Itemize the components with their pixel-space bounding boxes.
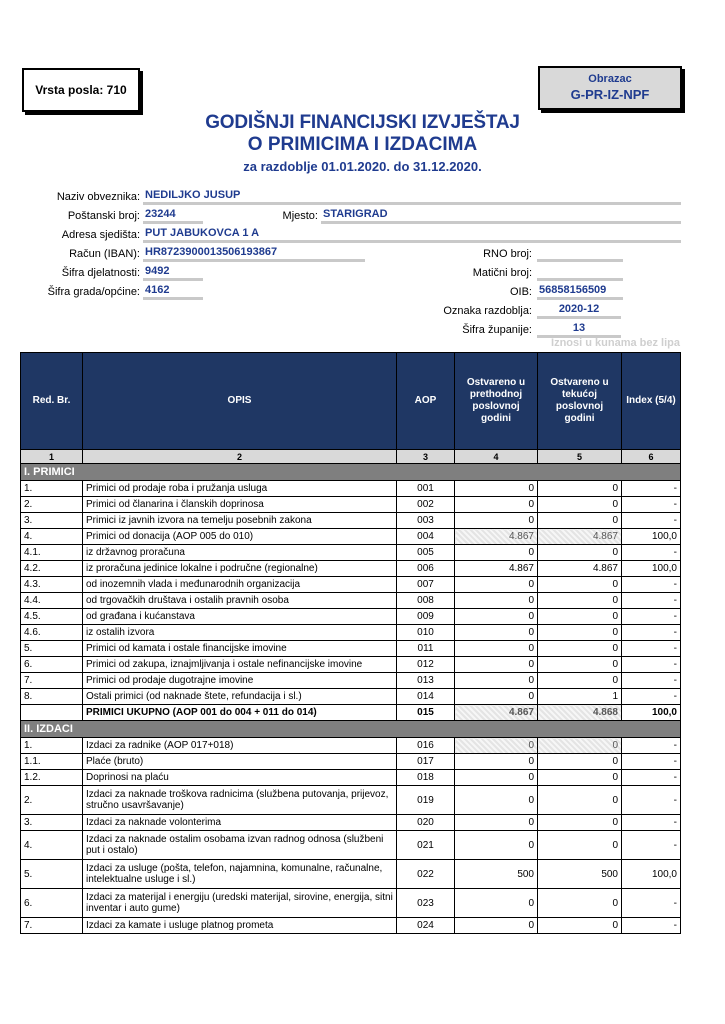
row-index: - (622, 889, 681, 918)
row-aop: 007 (397, 577, 455, 593)
row-prev-value: 0 (455, 577, 538, 593)
row-aop: 017 (397, 754, 455, 770)
section-row-izdaci (21, 721, 681, 738)
row-aop: 011 (397, 641, 455, 657)
row-curr-value: 0 (538, 657, 622, 673)
row-number: 5. (21, 860, 83, 889)
naziv-label: Naziv obveznika: (56, 191, 140, 203)
row-description: Primici od prodaje roba i pružanja usluga (83, 481, 397, 497)
row-aop: 022 (397, 860, 455, 889)
row-index: - (622, 497, 681, 513)
table-row (21, 657, 681, 673)
row-prev-value: 0 (455, 497, 538, 513)
row-prev-value: 0 (455, 770, 538, 786)
row-description: Primici od zakupa, iznajmljivanja i ostale nefinancijske imovine (83, 657, 397, 673)
amounts-note: Iznosi u kunama bez lipa (551, 337, 680, 349)
row-description: od trgovačkih društava i ostalih pravnih osoba (83, 593, 397, 609)
row-aop: 006 (397, 561, 455, 577)
row-index: - (622, 481, 681, 497)
table-header-row (21, 353, 681, 450)
row-description: iz državnog proračuna (83, 545, 397, 561)
row-index: - (622, 770, 681, 786)
adresa-label: Adresa sjedišta: (61, 229, 140, 241)
naziv-value: NEDILJKO JUSUP (143, 188, 681, 205)
row-prev-value: 0 (455, 689, 538, 705)
report-title-line1: GODIŠNJI FINANCIJSKI IZVJEŠTAJ (205, 112, 520, 133)
table-row (21, 860, 681, 889)
mjesto-label: Mjesto: (282, 210, 318, 222)
row-number: 4. (21, 831, 83, 860)
column-number-row (21, 450, 681, 464)
row-index: 100,0 (622, 860, 681, 889)
maticni-label: Matični broj: (472, 267, 532, 279)
row-prev-value: 0 (455, 889, 538, 918)
row-description: od inozemnih vlada i međunarodnih organizacija (83, 577, 397, 593)
row-curr-value: 0 (538, 770, 622, 786)
row-prev-value: 0 (455, 738, 538, 754)
table-row (21, 889, 681, 918)
report-table (20, 352, 681, 934)
row-prev-value: 0 (455, 673, 538, 689)
row-index: - (622, 754, 681, 770)
row-index: - (622, 831, 681, 860)
row-prev-value: 0 (455, 609, 538, 625)
sifra-zupanije-value: 13 (537, 321, 621, 338)
row-description: Primici iz javnih izvora na temelju posebnih zakona (83, 513, 397, 529)
row-description: Ostali primici (od naknade štete, refundacija i sl.) (83, 689, 397, 705)
row-curr-value: 0 (538, 577, 622, 593)
row-curr-value: 0 (538, 815, 622, 831)
row-curr-value: 0 (538, 513, 622, 529)
row-curr-value: 0 (538, 545, 622, 561)
row-curr-value: 0 (538, 481, 622, 497)
row-aop: 012 (397, 657, 455, 673)
header-aop: AOP (397, 353, 455, 450)
row-number: 2. (21, 786, 83, 815)
col-num: 4 (455, 450, 538, 464)
row-description: Plaće (bruto) (83, 754, 397, 770)
row-aop: 018 (397, 770, 455, 786)
row-curr-value: 0 (538, 918, 622, 934)
table-row (21, 561, 681, 577)
table-row (21, 918, 681, 934)
vrsta-posla-box (22, 68, 140, 112)
row-prev-value: 500 (455, 860, 538, 889)
rno-label: RNO broj: (483, 248, 532, 260)
row-aop: 005 (397, 545, 455, 561)
row-aop: 010 (397, 625, 455, 641)
col-num: 6 (622, 450, 681, 464)
col-num: 3 (397, 450, 455, 464)
sifra-grada-label: Šifra grada/općine: (47, 286, 140, 298)
row-number: 7. (21, 918, 83, 934)
report-period: za razdoblje 01.01.2020. do 31.12.2020. (243, 159, 482, 174)
postanski-value: 23244 (143, 207, 203, 224)
row-number: 1. (21, 738, 83, 754)
row-prev-value: 4.867 (455, 561, 538, 577)
row-description: PRIMICI UKUPNO (AOP 001 do 004 + 011 do 014) (83, 705, 397, 721)
row-aop: 009 (397, 609, 455, 625)
table-row (21, 770, 681, 786)
row-number: 4. (21, 529, 83, 545)
row-index: - (622, 593, 681, 609)
row-number: 4.3. (21, 577, 83, 593)
row-index: - (622, 513, 681, 529)
mjesto-value: STARIGRAD (321, 207, 681, 224)
table-row (21, 529, 681, 545)
row-curr-value: 0 (538, 625, 622, 641)
row-curr-value: 4.867 (538, 529, 622, 545)
row-number: 7. (21, 673, 83, 689)
vrsta-posla-text: Vrsta posla: 710 (35, 83, 127, 97)
row-index: - (622, 918, 681, 934)
table-row (21, 738, 681, 754)
table-row (21, 705, 681, 721)
oznaka-razdoblja-value: 2020-12 (537, 302, 621, 319)
oib-value: 56858156509 (537, 283, 623, 300)
table-row (21, 815, 681, 831)
row-description: Izdaci za radnike (AOP 017+018) (83, 738, 397, 754)
oib-label: OIB: (509, 286, 532, 298)
col-num: 2 (83, 450, 397, 464)
row-description: Primici od kamata i ostale financijske imovine (83, 641, 397, 657)
row-number: 6. (21, 889, 83, 918)
row-prev-value: 0 (455, 786, 538, 815)
row-description: Primici od donacija (AOP 005 do 010) (83, 529, 397, 545)
row-index: - (622, 689, 681, 705)
row-number: 8. (21, 689, 83, 705)
row-aop: 015 (397, 705, 455, 721)
row-index: 100,0 (622, 529, 681, 545)
row-description: Doprinosi na plaću (83, 770, 397, 786)
table-row (21, 689, 681, 705)
row-number: 1. (21, 481, 83, 497)
header-index: Index (5/4) (622, 353, 681, 450)
row-aop: 020 (397, 815, 455, 831)
table-row (21, 577, 681, 593)
row-index: 100,0 (622, 561, 681, 577)
sifra-zupanije-label: Šifra županije: (462, 324, 532, 336)
row-number: 4.5. (21, 609, 83, 625)
row-description: Izdaci za naknade volonterima (83, 815, 397, 831)
maticni-value (537, 264, 623, 281)
table-row (21, 593, 681, 609)
row-prev-value: 4.867 (455, 529, 538, 545)
racun-value: HR8723900013506193867 (143, 245, 365, 262)
row-aop: 024 (397, 918, 455, 934)
row-curr-value: 0 (538, 889, 622, 918)
report-title-line2: O PRIMICIMA I IZDACIMA (247, 134, 478, 155)
sifra-grada-value: 4162 (143, 283, 203, 300)
rno-value (537, 245, 623, 262)
table-row (21, 641, 681, 657)
row-curr-value: 0 (538, 641, 622, 657)
row-curr-value: 1 (538, 689, 622, 705)
row-number: 6. (21, 657, 83, 673)
row-number: 4.4. (21, 593, 83, 609)
row-index: - (622, 738, 681, 754)
col-num: 5 (538, 450, 622, 464)
header-opis: OPIS (83, 353, 397, 450)
row-prev-value: 0 (455, 815, 538, 831)
header-red-br: Red. Br. (21, 353, 83, 450)
row-curr-value: 0 (538, 738, 622, 754)
row-prev-value: 0 (455, 545, 538, 561)
table-row (21, 786, 681, 815)
sifra-djelatnosti-value: 9492 (143, 264, 203, 281)
obrazac-box (538, 66, 682, 110)
table-row (21, 831, 681, 860)
row-aop: 021 (397, 831, 455, 860)
col-num: 1 (21, 450, 83, 464)
row-description: Izdaci za naknade ostalim osobama izvan radnog odnosa (službeni put i ostalo) (83, 831, 397, 860)
section-title: II. IZDACI (21, 721, 681, 738)
row-description: iz ostalih izvora (83, 625, 397, 641)
section-title: I. PRIMICI (21, 464, 681, 481)
row-index: - (622, 577, 681, 593)
row-description: Izdaci za naknade troškova radnicima (službena putovanja, prijevoz, stručno usavršavanje) (83, 786, 397, 815)
row-index: - (622, 657, 681, 673)
row-description: Primici od prodaje dugotrajne imovine (83, 673, 397, 689)
row-prev-value: 0 (455, 513, 538, 529)
row-index: 100,0 (622, 705, 681, 721)
row-description: Izdaci za kamate i usluge platnog prometa (83, 918, 397, 934)
row-curr-value: 4.868 (538, 705, 622, 721)
row-index: - (622, 545, 681, 561)
row-prev-value: 4.867 (455, 705, 538, 721)
row-prev-value: 0 (455, 593, 538, 609)
table-row (21, 625, 681, 641)
obrazac-label: Obrazac (588, 73, 632, 85)
row-aop: 008 (397, 593, 455, 609)
row-curr-value: 500 (538, 860, 622, 889)
row-aop: 019 (397, 786, 455, 815)
row-aop: 016 (397, 738, 455, 754)
oznaka-razdoblja-label: Oznaka razdoblja: (443, 305, 532, 317)
obrazac-code: G-PR-IZ-NPF (570, 87, 650, 102)
row-prev-value: 0 (455, 754, 538, 770)
row-number: 1.2. (21, 770, 83, 786)
row-aop: 004 (397, 529, 455, 545)
header-prev-year: Ostvareno u prethodnoj poslovnoj godini (455, 353, 538, 450)
row-prev-value: 0 (455, 831, 538, 860)
racun-label: Račun (IBAN): (69, 248, 140, 260)
row-number: 2. (21, 497, 83, 513)
row-number: 5. (21, 641, 83, 657)
row-aop: 003 (397, 513, 455, 529)
section-row-primici (21, 464, 681, 481)
row-prev-value: 0 (455, 641, 538, 657)
row-curr-value: 4.867 (538, 561, 622, 577)
row-number: 4.1. (21, 545, 83, 561)
row-description: Izdaci za materijal i energiju (uredski materijal, sirovine, energija, sitni inventar i auto gume) (83, 889, 397, 918)
row-number: 3. (21, 815, 83, 831)
row-description: iz proračuna jedinice lokalne i područne (regionalne) (83, 561, 397, 577)
row-aop: 001 (397, 481, 455, 497)
table-row (21, 481, 681, 497)
row-description: od građana i kućanstava (83, 609, 397, 625)
header-curr-year: Ostvareno u tekućoj poslovnoj godini (538, 353, 622, 450)
row-curr-value: 0 (538, 609, 622, 625)
row-curr-value: 0 (538, 754, 622, 770)
row-prev-value: 0 (455, 918, 538, 934)
row-number: 1.1. (21, 754, 83, 770)
row-index: - (622, 786, 681, 815)
row-number: 4.2. (21, 561, 83, 577)
row-index: - (622, 815, 681, 831)
row-description: Izdaci za usluge (pošta, telefon, najamnina, komunalne, računalne, intelektualne usluge i sl.) (83, 860, 397, 889)
row-index: - (622, 673, 681, 689)
postanski-label: Poštanski broj: (67, 210, 140, 222)
table-row (21, 497, 681, 513)
row-number: 4.6. (21, 625, 83, 641)
row-prev-value: 0 (455, 657, 538, 673)
row-curr-value: 0 (538, 831, 622, 860)
table-row (21, 754, 681, 770)
row-aop: 014 (397, 689, 455, 705)
adresa-value: PUT JABUKOVCA 1 A (143, 226, 681, 243)
row-aop: 013 (397, 673, 455, 689)
row-prev-value: 0 (455, 625, 538, 641)
row-aop: 002 (397, 497, 455, 513)
row-number: 3. (21, 513, 83, 529)
row-curr-value: 0 (538, 497, 622, 513)
row-index: - (622, 641, 681, 657)
table-row (21, 545, 681, 561)
table-row (21, 513, 681, 529)
table-row (21, 673, 681, 689)
table-row (21, 609, 681, 625)
row-index: - (622, 625, 681, 641)
row-curr-value: 0 (538, 786, 622, 815)
row-aop: 023 (397, 889, 455, 918)
row-number (21, 705, 83, 721)
sifra-djelatnosti-label: Šifra djelatnosti: (61, 267, 140, 279)
row-curr-value: 0 (538, 673, 622, 689)
row-description: Primici od članarina i članskih doprinosa (83, 497, 397, 513)
row-prev-value: 0 (455, 481, 538, 497)
row-curr-value: 0 (538, 593, 622, 609)
row-index: - (622, 609, 681, 625)
